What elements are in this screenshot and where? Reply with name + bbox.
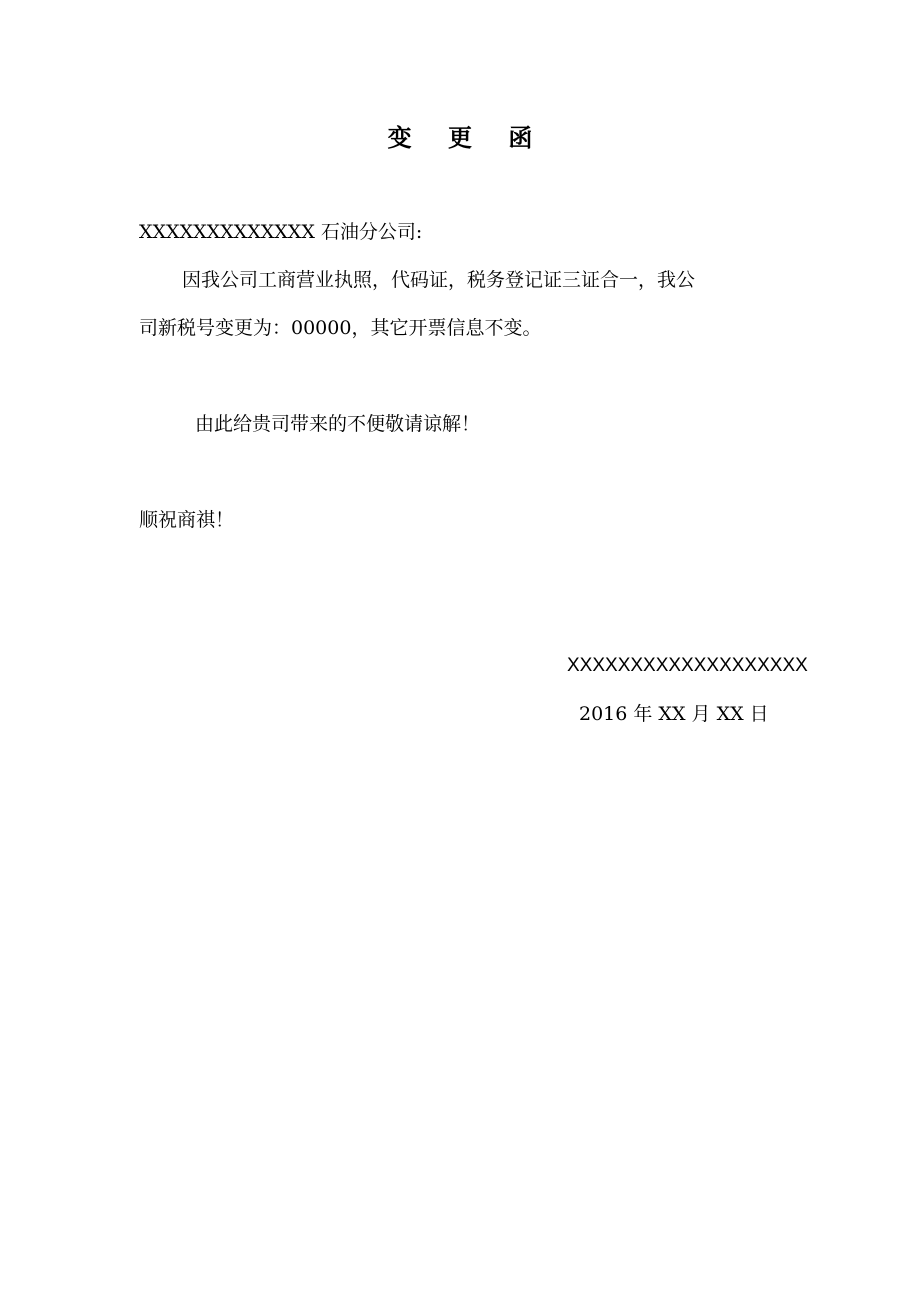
closing-greeting: 顺祝商祺！	[139, 509, 235, 531]
signer-name: XXXXXXXXXXXXXXXXXXX	[567, 655, 808, 676]
apology-line: 由此给贵司带来的不便敬请谅解！	[195, 413, 481, 435]
body-paragraph-line-1: 因我公司工商营业执照，代码证，税务登记证三证合一，我公	[182, 269, 696, 291]
salutation: XXXXXXXXXXXXX 石油分公司:	[139, 221, 423, 243]
body-paragraph-line-2: 司新税号变更为：00000，其它开票信息不变。	[139, 317, 542, 339]
letter-date: 2016 年 XX 月 XX 日	[579, 703, 769, 725]
letter-title: 变 更 函	[387, 123, 547, 152]
